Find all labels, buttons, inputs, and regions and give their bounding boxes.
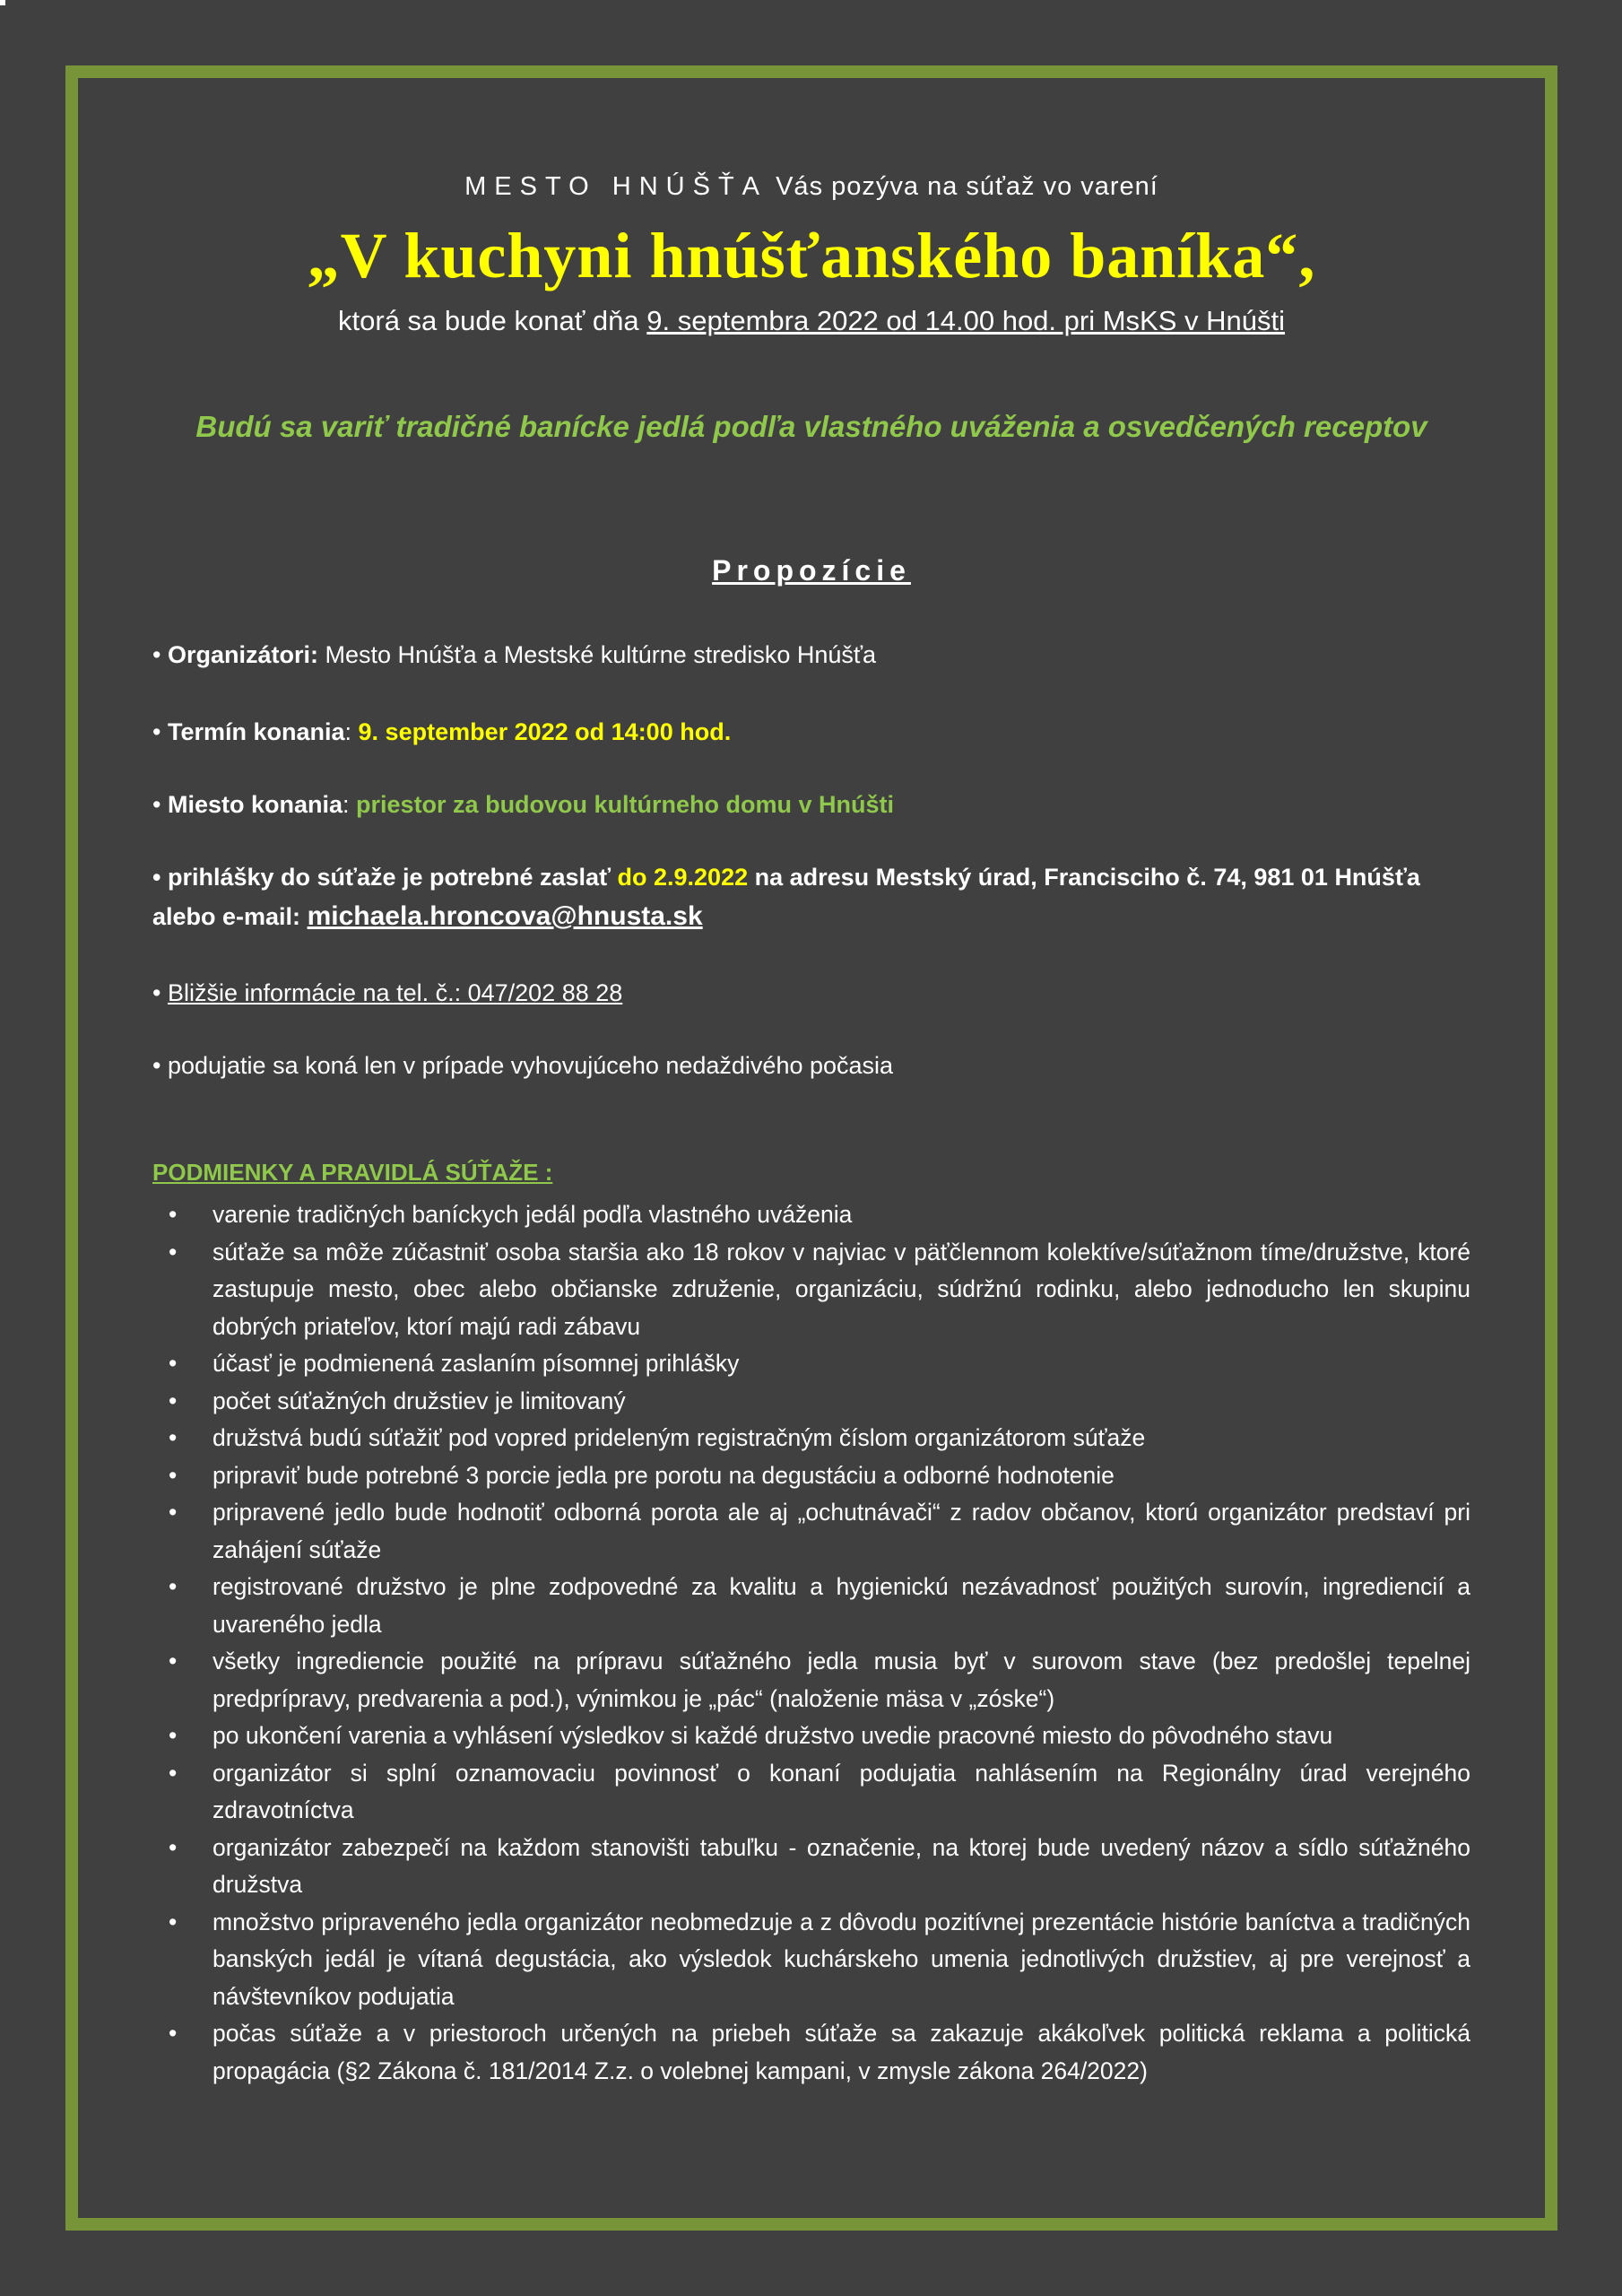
rule-item xyxy=(152,1234,1470,1346)
rule-item xyxy=(152,1196,1470,1234)
rule-item xyxy=(152,2015,1470,2090)
rule-item xyxy=(152,1383,1470,1421)
rule-text: počas súťaže a v priestoroch určených na priebeh súťaže sa zakazuje akákoľvek politická reklama a politická propagácia (§2 Zákona č. 181/2014 Z.z. o volebnej kampani, v zmysle zákona 264/2022) xyxy=(213,2020,1470,2084)
bullet: • xyxy=(169,1350,178,1377)
bullet: • xyxy=(169,1499,178,1526)
registration-text: prihlášky do súťaže je potrebné zaslať xyxy=(167,864,611,891)
bullet: • xyxy=(152,791,161,818)
rule-item xyxy=(152,1643,1470,1718)
event-date-line xyxy=(152,305,1470,337)
rule-item xyxy=(152,1420,1470,1457)
propozicie-heading: Propozície xyxy=(712,554,911,587)
bullet: • xyxy=(169,1201,178,1228)
bullet: • xyxy=(152,979,161,1006)
rule-text: pripraviť bude potrebné 3 porcie jedla pre porotu na degustáciu a odborné hodnotenie xyxy=(213,1461,1115,1489)
rule-item xyxy=(152,1569,1470,1643)
bullet: • xyxy=(169,1461,178,1489)
bullet: • xyxy=(169,1573,178,1600)
date-line: • Termín konania: 9. september 2022 od 14:00 hod. xyxy=(152,718,732,745)
event-title: „V kuchyni hnúšťanského baníka“, xyxy=(307,220,1316,291)
bullet: • xyxy=(169,2020,178,2047)
bullet: • xyxy=(169,1424,178,1451)
bullet: • xyxy=(152,864,161,891)
bullet: • xyxy=(169,1908,178,1935)
organizers-line xyxy=(152,635,1470,674)
venue-label: Miesto konania xyxy=(167,791,343,818)
bullet: • xyxy=(169,1722,178,1749)
date-value: 9. september 2022 od 14:00 hod. xyxy=(358,718,732,745)
rule-item xyxy=(152,1830,1470,1904)
date-prefix: ktorá sa bude konať dňa xyxy=(338,305,639,336)
rule-item xyxy=(152,1457,1470,1495)
rule-text: pripravené jedlo bude hodnotiť odborná porota ale aj „ochutnávači“ z radov občanov, ktorú organizátor predstaví pri zahájení súťaže xyxy=(213,1499,1470,1563)
rule-text: všetky ingrediencie použité na prípravu súťažného jedla musia byť v surovom stave (bez predošlej tepelnej predprípravy, predvarenia a pod.), výnimkou je „pác“ (naloženie mäsa v „zóske“) xyxy=(213,1648,1470,1712)
rule-text: organizátor si splní oznamovaciu povinnosť o konaní podujatia nahlásením na Regionálny úrad verejného zdravotníctva xyxy=(213,1759,1470,1823)
registration-deadline: do 2.9.2022 xyxy=(617,864,749,891)
venue-value: priestor za budovou kultúrneho domu v Hnúšti xyxy=(356,791,895,818)
invitation-text: Vás pozýva na súťaž vo varení xyxy=(776,172,1158,201)
rule-item xyxy=(152,1904,1470,2016)
email-link[interactable]: michaela.hroncova@hnusta.sk xyxy=(307,901,703,931)
rules-heading: PODMIENKY A PRAVIDLÁ SÚŤAŽE : xyxy=(152,1159,553,1186)
rule-text: organizátor zabezpečí na každom stanovišti tabuľku - označenie, na ktorej bude uvedený názov a sídlo súťažného družstva xyxy=(213,1833,1470,1898)
bullet: • xyxy=(169,1759,178,1787)
rule-text: množstvo pripraveného jedla organizátor neobmedzuje a z dôvodu pozitívnej prezentácie histórie baníctva a tradičných banských jedál je vítaná degustácia, ako výsledok kuchárskeho umenia jednotlivých družstiev, aj pre verejnosť a návštevníkov podujatia xyxy=(213,1908,1470,2010)
registration-line xyxy=(152,857,1470,936)
organizers-label: Organizátori: xyxy=(167,641,318,668)
venue-line: • Miesto konania: priestor za budovou kultúrneho domu v Hnúšti xyxy=(152,791,895,818)
rule-item xyxy=(152,1755,1470,1830)
phone-info: Bližšie informácie na tel. č.: 047/202 88 28 xyxy=(167,979,623,1006)
rule-text: po ukončení varenia a vyhlásení výsledkov si každé družstvo uvedie pracovné miesto do pôvodného stavu xyxy=(213,1722,1333,1749)
bullet: • xyxy=(152,718,161,745)
bullet: • xyxy=(169,1648,178,1674)
rule-item xyxy=(152,1494,1470,1569)
organizers-value: Mesto Hnúšťa a Mestské kultúrne stredisko Hnúšťa xyxy=(325,641,877,668)
rule-item xyxy=(152,1345,1470,1383)
rule-text: počet súťažných družstiev je limitovaný xyxy=(213,1387,626,1414)
town-name: MESTO HNÚŠŤA xyxy=(464,172,768,201)
rule-text: varenie tradičných baníckych jedál podľa vlastného uváženia xyxy=(213,1201,853,1228)
registration-address: na adresu Mestský úrad, Francisciho č. 74, 981 01 Hnúšťa xyxy=(754,864,1420,891)
weather-note: podujatie sa koná len v prípade vyhovujúceho nedaždivého počasia xyxy=(167,1052,894,1079)
rules-list xyxy=(152,1196,1470,2090)
rule-text: registrované družstvo je plne zodpovedné za kvalitu a hygienickú nezávadnosť použitých surovín, ingrediencií a uvareného jedla xyxy=(213,1573,1470,1638)
invitation-line xyxy=(152,172,1470,202)
bullet: • xyxy=(169,1387,178,1414)
bullet: • xyxy=(169,1833,178,1861)
date-details: 9. septembra 2022 od 14.00 hod. pri MsKS v Hnúšti xyxy=(646,305,1285,336)
date-label: Termín konania xyxy=(167,718,345,745)
rule-text: účasť je podmienená zaslaním písomnej prihlášky xyxy=(213,1350,740,1377)
bullet: • xyxy=(169,1238,178,1265)
bullet: • xyxy=(152,641,161,668)
event-subtitle: Budú sa variť tradičné banícke jedlá podľa vlastného uváženia a osvedčených receptov xyxy=(195,410,1427,443)
rule-item xyxy=(152,1718,1470,1755)
info-line xyxy=(152,973,1470,1013)
rule-text: družstvá budú súťažiť pod vopred prideleným registračným číslom organizátorom súťaže xyxy=(213,1424,1146,1451)
weather-line xyxy=(152,1046,1470,1085)
bullet: • xyxy=(152,1052,161,1079)
corner-mark xyxy=(0,0,5,5)
rule-text: súťaže sa môže zúčastniť osoba staršia ako 18 rokov v najviac v päťčlennom kolektíve/súťažnom tíme/družstve, ktoré zastupuje mesto, obec alebo občianske združenie, organizáciu, súdržnú rodinku, alebo jednoducho len skupinu dobrých priateľov, ktorí majú radi zábavu xyxy=(213,1238,1470,1340)
email-label: alebo e-mail: xyxy=(152,903,301,930)
